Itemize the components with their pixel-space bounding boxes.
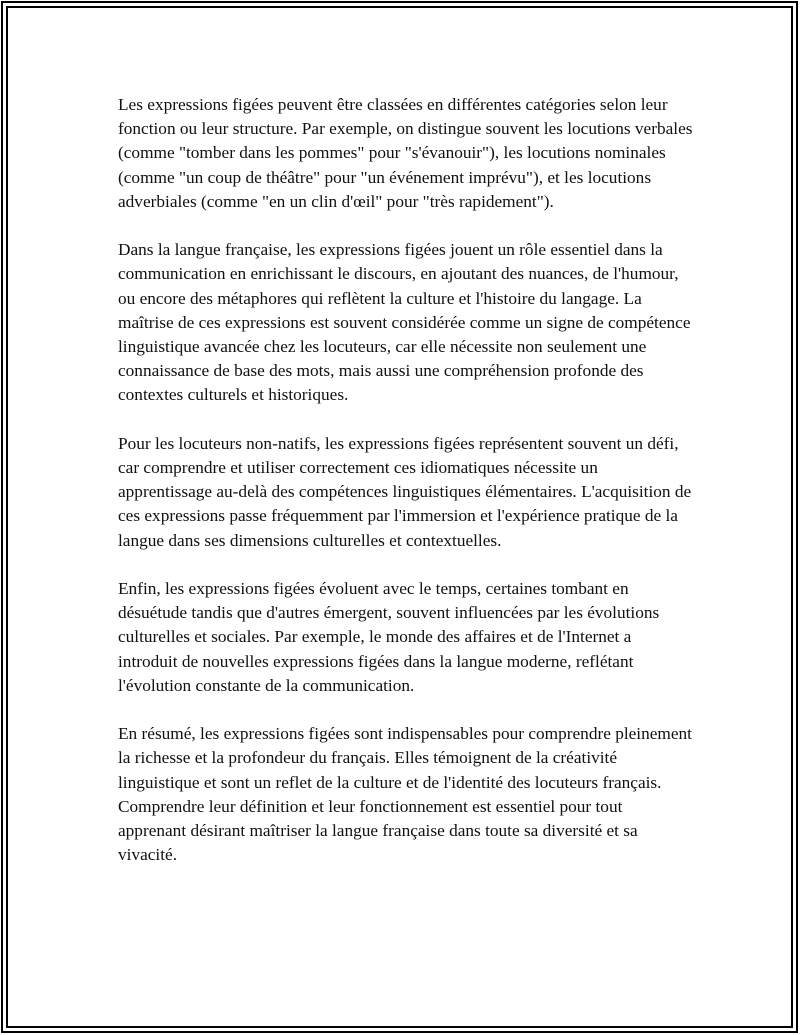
paragraph-non-native: Pour les locuteurs non-natifs, les expressions figées représentent souvent un défi, car comprendre et utiliser correctement ces idiomatiques nécessite un apprentissage au-delà des compétences linguistiques élémentaires. L'acquisition de ces expressions passe fréquemment par l'immersion et l'expérience pratique de la langue dans ses dimensions culturelles et contextuelles. bbox=[118, 433, 692, 550]
paragraph-summary: En résumé, les expressions figées sont indispensables pour comprendre pleinement la richesse et la profondeur du français. Elles témoignent de la créativité linguistique et sont un reflet de la culture et de l'identité des locuteurs français. Comprendre leur définition et leur fonctionnement est essentiel pour tout apprenant désirant maîtriser la langue française dans toute sa diversité et sa vivacité. bbox=[118, 724, 692, 865]
paragraph-role: Dans la langue française, les expressions figées jouent un rôle essentiel dans la communication en enrichissant le discours, en ajoutant des nuances, de l'humour, ou encore des métaphores qui reflètent la culture et l'histoire du langage. La maîtrise de ces expressions est souvent considérée comme un signe de compétence linguistique avancée chez les locuteurs, car elle nécessite non seulement une connaissance de base des mots, mais aussi une compréhension profonde des contextes culturels et historiques. bbox=[118, 240, 691, 405]
paragraph-categories: Les expressions figées peuvent être classées en différentes catégories selon leur fonction ou leur structure. Par exemple, on distingue souvent les locutions verbales (comme "tomber dans les pommes" pour "s'évanouir"), les locutions nominales (comme "un coup de théâtre" pour "un événement imprévu"), et les locutions adverbiales (comme "en un clin d'œil" pour "très rapidement"). bbox=[118, 95, 693, 211]
paragraph-evolution: Enfin, les expressions figées évoluent avec le temps, certaines tombant en désuétude tandis que d'autres émergent, souvent influencées par les évolutions culturelles et sociales. Par exemple, le monde des affaires et de l'Internet a introduit de nouvelles expressions figées dans la langue moderne, reflétant l'évolution constante de la communication. bbox=[118, 579, 660, 695]
document-body bbox=[118, 93, 693, 867]
